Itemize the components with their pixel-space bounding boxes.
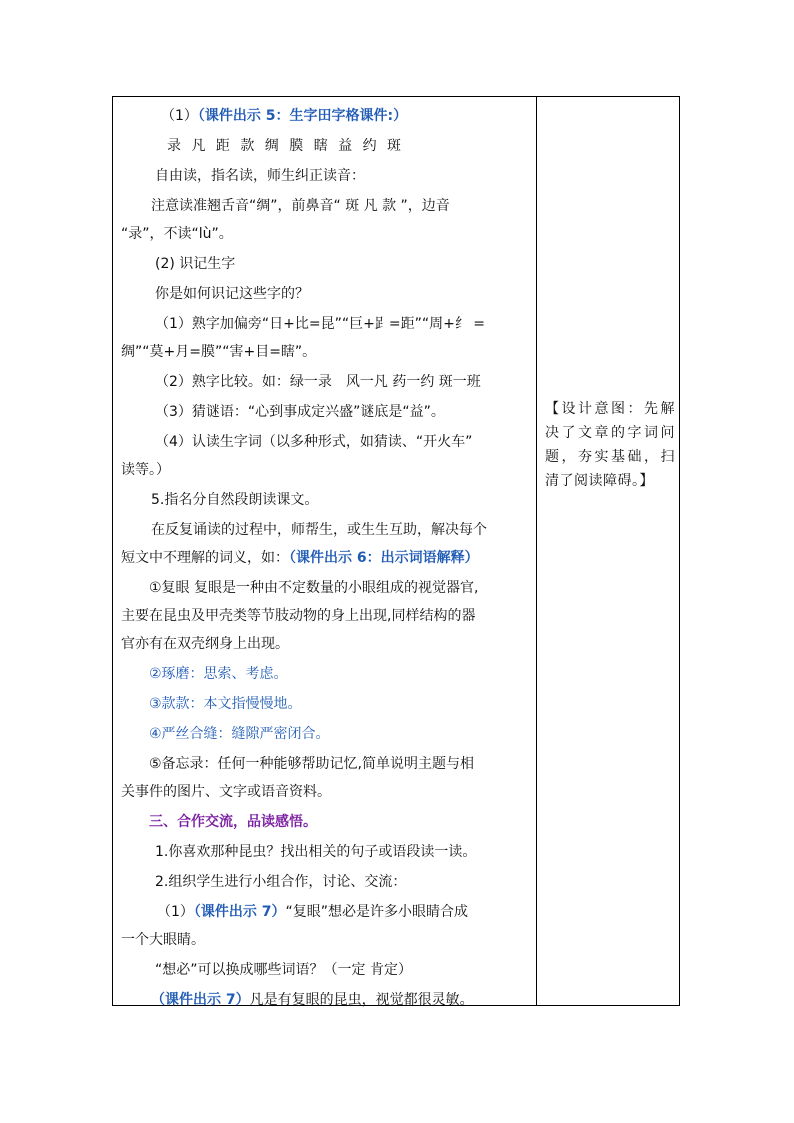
read-instruction: 自由读，指名读，师生纠正读音：	[155, 168, 365, 184]
method-radicals: （1）熟字加偏旁“日+比=昆”“巨+𧾷=距”“周+纟 =	[155, 316, 486, 332]
courseware-tag-6: （课件出示 6：出示词语解释）	[289, 550, 479, 566]
pronunciation-note: 注意读准翘舌音“绸”，前鼻音“ 斑 凡 款 ”，边音	[151, 198, 450, 214]
discussion-1-text: “复眼”想必是许多小眼睛合成	[285, 904, 469, 920]
term-yansiheeng: ④严丝合缝：缝隙严密闭合。	[149, 726, 330, 742]
term-kuankuan: ③款款：本文指慢慢地。	[149, 696, 302, 712]
method-compare: （2）熟字比较。如：绿一录 风一凡 药一约 斑一班	[155, 374, 481, 390]
step-1-number: （1）	[161, 108, 198, 124]
method-radicals-cont: 绸”“莫+月=膜”“害+目=瞎”。	[121, 344, 317, 360]
reading-instruction-cont	[121, 548, 479, 568]
reading-instruction-text: 短文中不理解的词义，如：	[121, 550, 289, 566]
courseware-tag-7a: （课件出示 7）	[193, 904, 286, 920]
synonym-question: “想必”可以换成哪些词语？（一定 肯定）	[155, 962, 412, 978]
design-intent-note: 【设计意图：先解决了文章的字词问题，夯实基础，扫清了阅读障碍。】	[545, 401, 675, 489]
step-1-line	[161, 106, 407, 126]
section-memorize: (2) 识记生字	[155, 256, 236, 272]
term-zhuomo: ②琢磨：思索、考虑。	[149, 666, 288, 682]
discussion-1	[157, 902, 468, 922]
section-3-heading: 三、合作交流，品读感悟。	[149, 814, 317, 830]
step-5-reading: 5.指名分自然段朗读课文。	[151, 492, 319, 508]
courseware-tag-5: （课件出示 5：生字田字格课件:）	[197, 108, 408, 124]
term-beiwanglu: ⑤备忘录：任何一种能够帮助记忆,简单说明主题与相	[149, 756, 474, 772]
method-read-words: （4）认读生字词（以多种形式，如猜读、“开火车”	[155, 434, 473, 450]
discussion-2	[151, 990, 474, 1010]
courseware-tag-7b: （课件出示 7）	[151, 992, 250, 1008]
pronunciation-note-cont: “录”，不读“lù”。	[121, 226, 233, 242]
column-divider	[536, 97, 537, 1005]
term-compound-eye-cont1: 主要在昆虫及甲壳类等节肢动物的身上出现,同样结构的器	[121, 608, 476, 624]
term-compound-eye: ①复眼 复眼是一种由不定数量的小眼组成的视觉器官,	[149, 580, 479, 596]
lesson-table	[112, 96, 680, 1006]
term-compound-eye-cont2: 官亦有在双壳纲身上出现。	[121, 636, 289, 652]
discussion-1-number: （1）	[157, 904, 194, 920]
term-beiwanglu-cont: 关事件的图片、文字或语音资料。	[121, 784, 331, 800]
memorize-question: 你是如何识记这些字的？	[155, 286, 309, 302]
method-read-words-cont: 读等。）	[121, 462, 170, 478]
reading-instruction: 在反复诵读的过程中，师帮生，或生生互助，解决每个	[151, 522, 487, 538]
new-characters: 录 凡 距 款 绸 膜 瞎 益 约 斑	[167, 138, 405, 154]
task-2: 2.组织学生进行小组合作，讨论、交流：	[155, 874, 407, 890]
task-1: 1.你喜欢那种昆虫？找出相关的句子或语段读一读。	[155, 844, 477, 860]
method-riddle: （3）猜谜语：“心到事成定兴盛”谜底是“益”。	[155, 404, 445, 420]
discussion-2-text: 凡是有复眼的昆虫，视觉都很灵敏。	[249, 992, 474, 1008]
discussion-1-cont: 一个大眼睛。	[121, 932, 205, 948]
